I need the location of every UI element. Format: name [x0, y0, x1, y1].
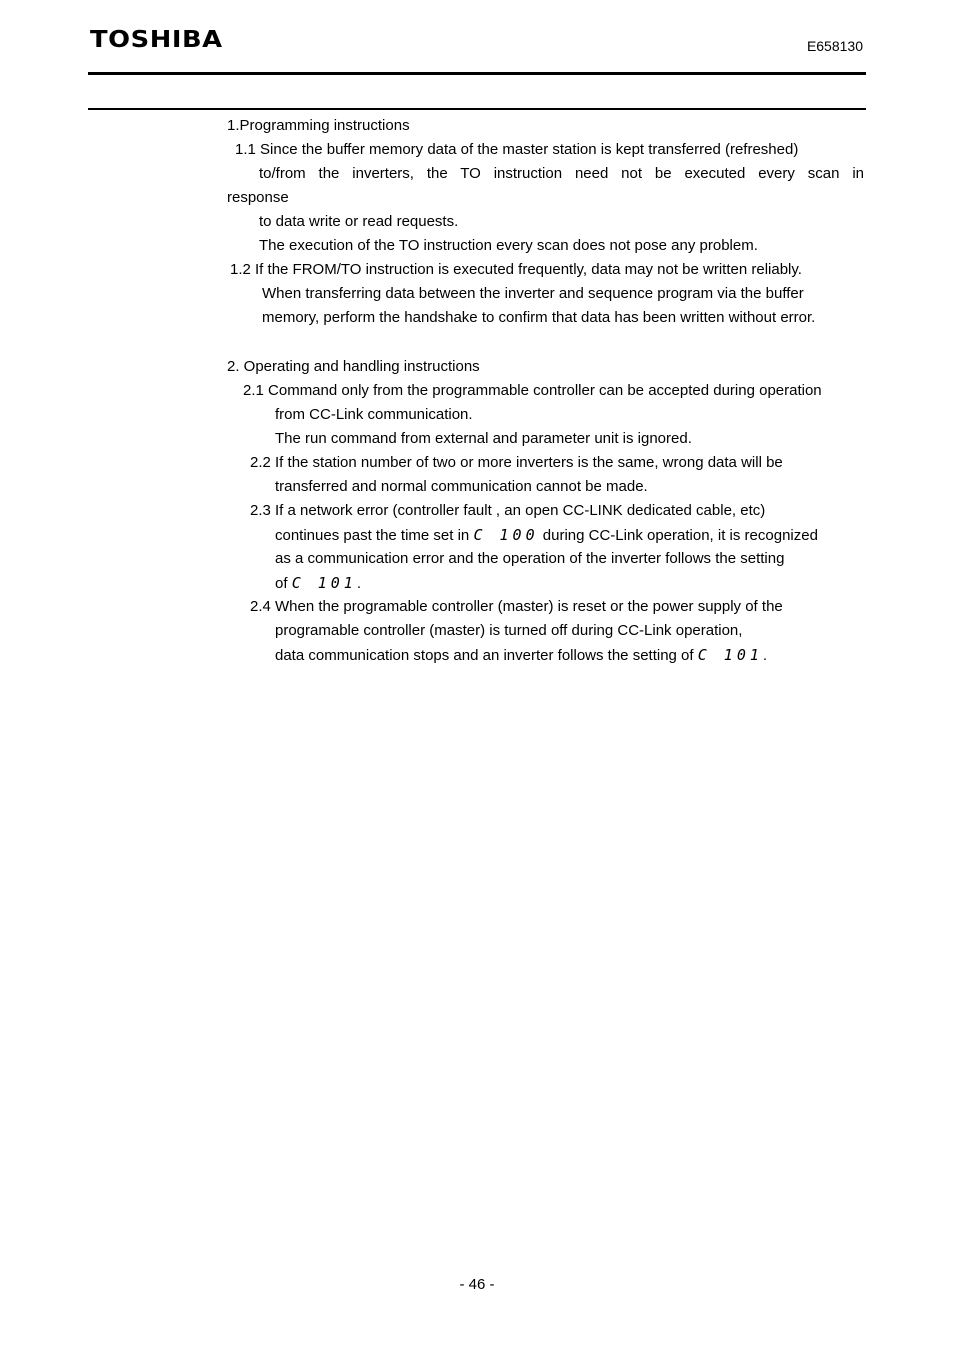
item-1-2-line: 1.2 If the FROM/TO instruction is executed frequently, data may not be written reliably. [230, 261, 802, 278]
item-2-2-line: transferred and normal communication cannot be made. [275, 478, 648, 495]
item-2-4-line: 2.4 When the programable controller (master) is reset or the power supply of the [250, 598, 783, 615]
item-1-2-line: When transferring data between the inverter and sequence program via the buffer [262, 285, 804, 302]
toshiba-logo: TOSHIBA [90, 27, 223, 53]
item-2-3-line: as a communication error and the operation of the inverter follows the setting [275, 550, 785, 567]
parameter-code-c101: C 101 [697, 646, 763, 664]
item-2-4-line [275, 646, 767, 665]
item-2-1-line: from CC-Link communication. [275, 406, 473, 423]
item-2-4-line: programable controller (master) is turned off during CC-Link operation, [275, 622, 743, 639]
parameter-code-c100: C 100 [473, 526, 539, 544]
item-2-3-line [275, 526, 818, 545]
header-rule-thick [88, 72, 866, 75]
item-2-2-line: 2.2 If the station number of two or more inverters is the same, wrong data will be [250, 454, 783, 471]
item-2-4-text: . [762, 647, 768, 664]
item-1-1-line: 1.1 Since the buffer memory data of the master station is kept transferred (refreshed) [235, 141, 799, 158]
section-1-title: 1.Programming instructions [227, 117, 410, 134]
item-2-1-line: The run command from external and parameter unit is ignored. [275, 430, 692, 447]
item-2-3-text: of [275, 575, 288, 592]
section-2-title: 2. Operating and handling instructions [227, 358, 480, 375]
item-2-3-text: continues past the time set in [275, 527, 470, 544]
item-2-3-text: . [356, 575, 362, 592]
parameter-code-c101: C 101 [291, 574, 357, 592]
item-1-1-line: to/from the inverters, the TO instruction need not be executed every scan in [259, 165, 864, 182]
item-1-1-line: The execution of the TO instruction every scan does not pose any problem. [259, 237, 758, 254]
item-2-3-text: during CC-Link operation, it is recognized [542, 527, 818, 544]
item-1-2-line: memory, perform the handshake to confirm that data has been written without error. [262, 309, 816, 326]
item-2-1-line: 2.1 Command only from the programmable controller can be accepted during operation [243, 382, 822, 399]
page-number: - 46 - [459, 1276, 495, 1293]
item-1-1-line: response [227, 189, 289, 206]
item-2-3-line [275, 574, 361, 593]
item-2-4-text: data communication stops and an inverter follows the setting of [275, 647, 694, 664]
header-rule-thin [88, 108, 866, 110]
item-1-1-line: to data write or read requests. [259, 213, 459, 230]
document-number: E658130 [806, 38, 863, 54]
item-2-3-line: 2.3 If a network error (controller fault , an open CC-LINK dedicated cable, etc) [250, 502, 766, 519]
